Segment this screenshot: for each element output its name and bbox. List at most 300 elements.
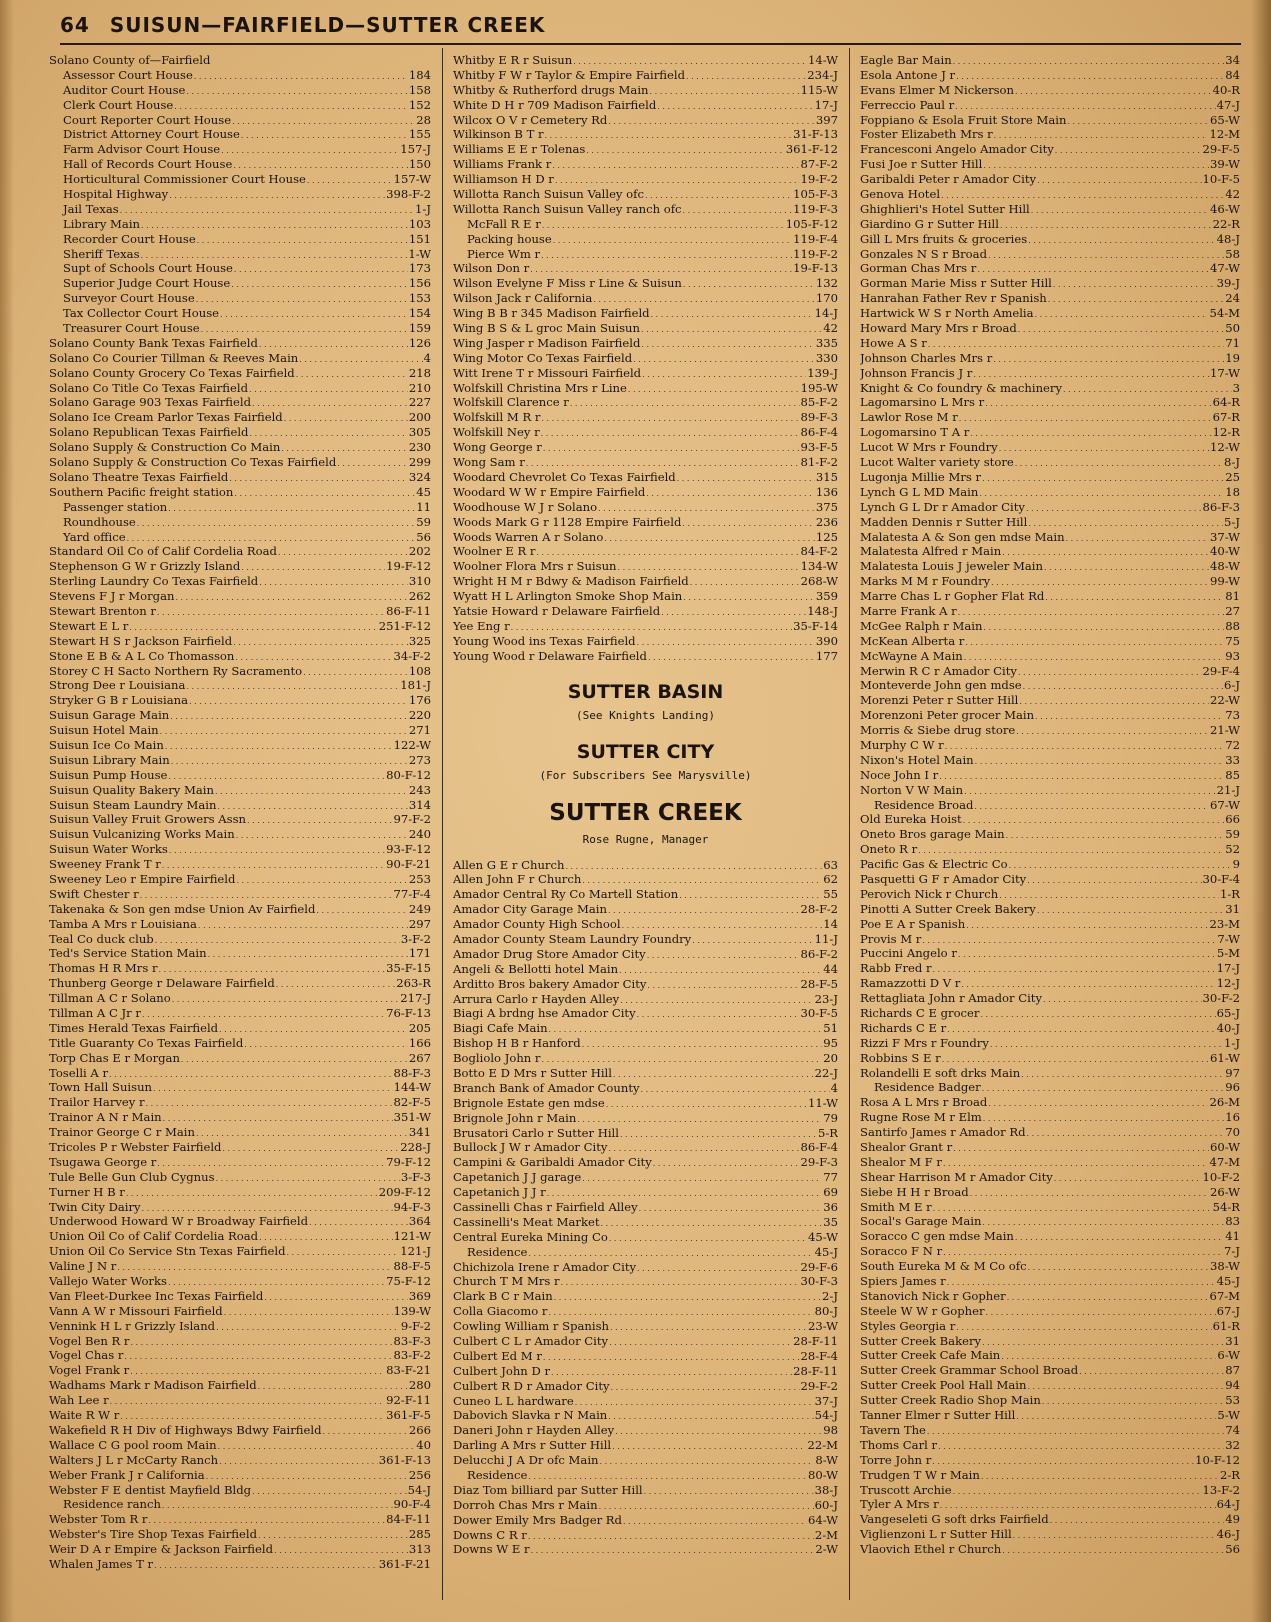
listing-row [453, 887, 838, 902]
leader-dots [543, 1349, 800, 1364]
listing-name: Suisun Quality Bakery Main [49, 782, 214, 797]
listing-name: Tsugawa George r [49, 1154, 157, 1169]
phone-number: 154 [408, 306, 431, 321]
listing-name: Thoms Carl r [860, 1437, 938, 1452]
listing-row [453, 544, 838, 559]
listing-name: Murphy C W r [860, 737, 944, 752]
leader-dots [690, 574, 800, 589]
phone-number: 122-W [393, 737, 431, 752]
listing-row [453, 500, 838, 515]
listing-name: Sutter Creek Radio Shop Main [860, 1393, 1041, 1408]
listing-name: Sutter Creek Grammar School Broad [860, 1363, 1079, 1378]
listing-name: Central Eureka Mining Co [453, 1229, 608, 1244]
phone-number: 59 [1225, 827, 1240, 842]
listing-name: Jail Texas [63, 201, 119, 216]
listing-row [860, 187, 1240, 202]
listing-name: Steele W W r Gopher [860, 1303, 985, 1318]
listing-row [49, 1051, 431, 1066]
listing-row [453, 321, 838, 336]
listing-name: Woods Mark G r 1128 Empire Fairfield [453, 514, 682, 529]
phone-number: 71 [1225, 335, 1240, 350]
listing-row [860, 1125, 1240, 1140]
listing-name: Woodhouse W J r Solano [453, 499, 598, 514]
phone-number: 19-F-13 [793, 261, 838, 276]
listing-row [860, 1363, 1240, 1378]
leader-dots [159, 961, 386, 976]
phone-number: 93-F-12 [386, 842, 431, 857]
listing-row [860, 753, 1240, 768]
listing-row [49, 68, 431, 83]
listing-name: Nixon's Hotel Main [860, 752, 974, 767]
phone-number: 3 [1232, 380, 1240, 395]
listing-name: Culbert John D r [453, 1363, 550, 1378]
phone-number: 76-F-13 [386, 1006, 431, 1020]
phone-number: 249 [408, 901, 431, 916]
listing-name: Marks M M r Foundry [860, 574, 991, 589]
phone-number: 19 [1225, 350, 1240, 365]
leader-dots [196, 1125, 408, 1140]
leader-dots [994, 127, 1209, 142]
leader-dots [259, 336, 408, 351]
phone-number: 20 [823, 1051, 838, 1066]
listing-row [453, 1408, 838, 1423]
listing-row [49, 98, 431, 113]
phone-number: 139-J [807, 365, 838, 380]
leader-dots [645, 187, 792, 202]
listing-row [453, 172, 838, 187]
phone-number: 17-W [1210, 365, 1240, 380]
phone-number: 16 [1225, 1110, 1240, 1125]
phone-number: 273 [408, 752, 431, 767]
phone-number: 1-W [408, 246, 431, 261]
phone-number: 2-R [1219, 1467, 1240, 1482]
phone-number: 59 [416, 514, 431, 529]
listing-row [49, 1200, 431, 1215]
column-divider [849, 48, 850, 1600]
listing-row [860, 872, 1240, 887]
listing-name: Rizzi F Mrs r Foundry [860, 1035, 989, 1050]
listing-row [453, 604, 838, 619]
listing-name: Giardino G r Sutter Hill [860, 216, 999, 231]
phone-number: 21-W [1210, 723, 1240, 738]
listing-row [453, 1379, 838, 1394]
listing-row [860, 544, 1240, 559]
listing-row [49, 276, 431, 291]
leader-dots [219, 1021, 408, 1036]
page-header [60, 9, 1241, 45]
listing-row [49, 946, 431, 961]
phone-number: 325 [408, 633, 431, 648]
phone-number: 398-F-2 [386, 187, 431, 202]
listing-row [860, 1051, 1240, 1066]
phone-number: 37-J [814, 1393, 838, 1408]
leader-dots [953, 1140, 1209, 1155]
listing-row [860, 440, 1240, 455]
leader-dots [615, 1423, 822, 1438]
phone-number: 28-F-11 [793, 1334, 838, 1349]
leader-dots [287, 1244, 400, 1259]
listing-name: Vann A W r Missouri Fairfield [49, 1303, 223, 1318]
listing-row [453, 858, 838, 873]
phone-number: 202 [408, 544, 431, 559]
listing-name: Wilson Jack r California [453, 291, 593, 306]
listing-name: Turner H B r [49, 1184, 125, 1199]
listing-name: Angeli & Bellotti hotel Main [453, 961, 619, 976]
listing-name: Culbert Ed M r [453, 1348, 542, 1363]
listing-name: Willotta Ranch Suisun Valley ofc [453, 187, 644, 202]
listing-name: Provis M r [860, 931, 922, 946]
listing-name: Swift Chester r [49, 886, 139, 901]
phone-number: 30-F-2 [1202, 991, 1240, 1006]
leader-dots [1055, 142, 1202, 157]
leader-dots [981, 1468, 1219, 1483]
phone-number: 5-M [1216, 946, 1240, 961]
listing-row [860, 1229, 1240, 1244]
phone-number: 310 [408, 574, 431, 589]
listing-row [453, 261, 838, 276]
phone-number: 253 [408, 871, 431, 886]
phone-number: 151 [408, 231, 431, 246]
phone-number: 6-W [1217, 1348, 1240, 1363]
listing-name: Solano Supply & Construction Co Texas Fairfield [49, 455, 337, 470]
listing-row [860, 217, 1240, 232]
leader-dots [217, 798, 407, 813]
listing-name: Union Oil Co of Calif Cordelia Road [49, 1229, 259, 1244]
listing-name: Poe E A r Spanish [860, 916, 966, 931]
phone-number: 54-J [407, 1482, 431, 1497]
phone-number: 86-F-11 [386, 603, 431, 618]
listing-row [860, 902, 1240, 917]
listing-name: Thomas H R Mrs r [49, 961, 158, 976]
listing-row [453, 1423, 838, 1438]
phone-number: 148-J [807, 603, 838, 618]
listing-row [860, 261, 1240, 276]
listing-name: Sweeney Frank T r [49, 857, 161, 872]
listing-name: Garibaldi Peter r Amador City [860, 172, 1037, 187]
phone-number: 92-F-11 [386, 1393, 431, 1408]
listing-name: McWayne A Main [860, 648, 963, 663]
listing-name: Esola Antone J r [860, 67, 956, 82]
leader-dots [970, 425, 1211, 440]
phone-number: 9 [1232, 857, 1240, 872]
phone-number: 54-M [1209, 306, 1240, 321]
leader-dots [610, 1319, 807, 1334]
listing-row [860, 827, 1240, 842]
listing-row [453, 1319, 838, 1334]
listing-name: Tamba A Mrs r Louisiana [49, 916, 197, 931]
phone-number: 64-J [1216, 1497, 1240, 1512]
phone-number: 144-W [393, 1080, 431, 1095]
leader-dots [573, 53, 807, 68]
listing-name: Merwin R C r Amador City [860, 663, 1017, 678]
leader-dots [141, 247, 408, 262]
phone-number: 1-J [1224, 1035, 1240, 1050]
phone-number: 94 [1225, 1378, 1240, 1393]
phone-number: 27 [1225, 603, 1240, 618]
listing-name: Woodard W W r Empire Fairfield [453, 484, 646, 499]
phone-number: 85 [1225, 767, 1240, 782]
listing-name: Branch Bank of Amador County [453, 1080, 640, 1095]
listing-name: Santirfo James r Amador Rd [860, 1125, 1026, 1140]
leader-dots [613, 1066, 814, 1081]
leader-dots [186, 83, 407, 98]
listing-row [860, 53, 1240, 68]
leader-dots [148, 1512, 385, 1527]
listing-name: Lynch G L Dr r Amador City [860, 499, 1025, 514]
listing-row [453, 1483, 838, 1498]
phone-number: 19-F-12 [386, 559, 431, 574]
leader-dots [296, 366, 408, 381]
phone-number: 64-W [808, 1512, 838, 1527]
leader-dots [249, 381, 408, 396]
leader-dots [599, 1498, 814, 1513]
listing-row [49, 202, 431, 217]
leader-dots [124, 1348, 392, 1363]
listing-row [860, 1185, 1240, 1200]
leader-dots [939, 768, 1224, 783]
listing-name: Williamson H D r [453, 172, 554, 187]
listing-name: Times Herald Texas Fairfield [49, 1020, 219, 1035]
leader-dots [541, 247, 792, 262]
phone-number: 95 [823, 1036, 838, 1051]
listing-name: Noce John I r [860, 767, 939, 782]
listing-row [453, 157, 838, 172]
leader-dots [528, 1245, 813, 1260]
listing-row [860, 619, 1240, 634]
leader-dots [222, 1140, 399, 1155]
listing-name: Knight & Co foundry & machinery [860, 380, 1063, 395]
phone-number: 66 [1225, 812, 1240, 827]
listing-name: Brusatori Carlo r Sutter Hill [453, 1125, 619, 1140]
phone-number: 119-F-4 [793, 231, 838, 246]
listing-name: Fusi Joe r Sutter Hill [860, 157, 983, 172]
listing-name: Cassinelli Chas r Fairfield Alley [453, 1200, 638, 1214]
listing-name: Vangeseleti G soft drks Fairfield [860, 1512, 1049, 1527]
section-manager: Rose Rugne, Manager [582, 832, 709, 846]
listing-row [453, 1542, 838, 1557]
leader-dots [220, 306, 408, 321]
listing-row [860, 202, 1240, 217]
phone-number: 35-F-14 [793, 618, 838, 633]
section-title-sutter-creek: SUTTER CREEK [549, 799, 742, 826]
listing-row [453, 872, 838, 887]
leader-dots [608, 1140, 799, 1155]
listing-row [860, 887, 1240, 902]
listing-row [860, 470, 1240, 485]
leader-dots [933, 1200, 1212, 1215]
listing-name: Whalen James T r [49, 1556, 154, 1571]
listing-name: Toselli A r [49, 1065, 109, 1080]
phone-number: 30-F-5 [800, 1006, 838, 1021]
leader-dots [973, 366, 1209, 381]
listing-name: Stanovich Nick r Gopher [860, 1288, 1006, 1303]
phone-number: 314 [408, 797, 431, 812]
leader-dots [170, 708, 408, 723]
leader-dots [647, 977, 799, 992]
leader-dots [975, 753, 1225, 768]
leader-dots [531, 1542, 815, 1557]
phone-number: 35 [823, 1214, 838, 1229]
listing-name: Surveyor Court House [63, 291, 195, 306]
listing-name: Rosa A L Mrs r Broad [860, 1095, 988, 1110]
listing-row [49, 678, 431, 693]
listing-name: Amador County High School [453, 917, 621, 932]
listing-row [49, 857, 431, 872]
listing-name: Willotta Ranch Suisun Valley ranch ofc [453, 201, 682, 216]
phone-number: 86-F-4 [800, 1140, 838, 1155]
listing-row [860, 1080, 1240, 1095]
phone-number: 195-W [800, 380, 838, 395]
listing-name: Bogliolo John r [453, 1051, 541, 1066]
listing-row [860, 1214, 1240, 1229]
listing-name: Sterling Laundry Co Texas Fairfield [49, 574, 259, 589]
phone-number: 227 [408, 395, 431, 410]
listing-row [49, 1542, 431, 1557]
phone-number: 86-F-3 [1202, 499, 1240, 514]
listing-name: Spiers James r [860, 1274, 946, 1289]
phone-number: 53 [1225, 1393, 1240, 1408]
listing-row [860, 157, 1240, 172]
phone-number: 3-F-3 [400, 1169, 431, 1184]
leader-dots [650, 83, 800, 98]
leader-dots [236, 827, 408, 842]
listing-name: Vennink H L r Grizzly Island [49, 1318, 216, 1333]
listing-row [860, 1423, 1240, 1438]
phone-number: 69 [823, 1185, 838, 1200]
listing-row [860, 857, 1240, 872]
listing-name: Stewart E L r [49, 618, 129, 633]
leader-dots [692, 932, 813, 947]
listing-name: Vogel Frank r [49, 1363, 130, 1378]
listing-name: Hanrahan Father Rev r Spanish [860, 291, 1047, 306]
leader-dots [1027, 1378, 1224, 1393]
listing-row [453, 440, 838, 455]
listing-row [860, 1378, 1240, 1393]
leader-dots [127, 530, 416, 545]
leader-dots [620, 992, 813, 1007]
phone-number: 28-F-5 [800, 976, 838, 991]
listing-row [453, 455, 838, 470]
phone-number: 82-F-5 [393, 1095, 431, 1110]
listing-row [49, 887, 431, 902]
listing-row [49, 976, 431, 991]
phone-number: 7-W [1217, 931, 1240, 946]
leader-dots [637, 1260, 799, 1275]
listing-row [860, 649, 1240, 664]
phone-number: 28-F-2 [800, 902, 838, 917]
listing-row [453, 351, 838, 366]
listing-name: Suisun Valley Fruit Growers Assn [49, 812, 247, 827]
leader-dots [611, 1379, 800, 1394]
listing-name: McGee Ralph r Main [860, 618, 983, 633]
listing-name: Residence [467, 1468, 528, 1483]
listing-row [49, 232, 431, 247]
listing-row [860, 1468, 1240, 1483]
leader-dots [683, 276, 815, 291]
listing-name: Pasquetti G F r Amador City [860, 871, 1027, 886]
listing-row [453, 1200, 838, 1215]
listing-name: Howe A S r [860, 335, 927, 350]
listing-row [49, 649, 431, 664]
leader-dots [555, 172, 800, 187]
leader-dots [197, 232, 408, 247]
listing-name: Residence Badger [874, 1080, 981, 1095]
leader-dots [511, 619, 792, 634]
leader-dots [1028, 1259, 1209, 1274]
listing-row [860, 1348, 1240, 1363]
listing-name: Downs W E r [453, 1542, 530, 1557]
phone-number: 44 [823, 961, 838, 976]
leader-dots [956, 1319, 1211, 1334]
listing-name: Solano County Grocery Co Texas Fairfield [49, 365, 295, 380]
leader-dots [120, 202, 414, 217]
listing-name: Wing B B r 345 Madison Fairfield [453, 306, 650, 321]
phone-number: 79 [823, 1110, 838, 1125]
listing-name: Church T M Mrs r [453, 1274, 560, 1289]
listing-name: Smith M E r [860, 1199, 932, 1214]
leader-dots [543, 440, 800, 455]
phone-number: 158 [408, 82, 431, 97]
leader-dots [1050, 1512, 1225, 1527]
listing-row [860, 455, 1240, 470]
leader-dots [963, 812, 1225, 827]
listing-name: Horticultural Commissioner Court House [63, 172, 306, 187]
leader-dots [1000, 217, 1212, 232]
leader-dots [986, 1304, 1216, 1319]
listing-row [453, 1081, 838, 1096]
listing-name: Gill L Mrs fruits & groceries [860, 231, 1028, 246]
phone-number: 88-F-3 [393, 1065, 431, 1080]
listing-name: Vallejo Water Works [49, 1274, 167, 1289]
listing-name: Truscott Archie [860, 1482, 952, 1497]
leader-dots [1028, 232, 1216, 247]
phone-number: 29-F-6 [800, 1259, 838, 1274]
phone-number: 85-F-2 [800, 395, 838, 410]
leader-dots [641, 321, 822, 336]
listing-name: Brignole John r Main [453, 1110, 577, 1125]
leader-dots [316, 902, 407, 917]
leader-dots [1044, 559, 1209, 574]
phone-number: 89-F-3 [800, 410, 838, 425]
phone-number: 84-F-11 [386, 1512, 431, 1527]
phone-number: 218 [408, 365, 431, 380]
listing-name: Walters J L r McCarty Ranch [49, 1452, 219, 1467]
listing-row [860, 83, 1240, 98]
leader-dots [169, 187, 385, 202]
listing-name: Solano Garage 903 Texas Fairfield [49, 395, 252, 410]
leader-dots [1027, 872, 1201, 887]
listing-row [49, 515, 431, 530]
listing-row [49, 530, 431, 545]
listing-row [49, 1080, 431, 1095]
listing-row [49, 500, 431, 515]
phone-number: 83-F-2 [393, 1348, 431, 1363]
listing-row [49, 217, 431, 232]
listing-row [860, 559, 1240, 574]
listing-name: Culbert R D r Amador City [453, 1378, 610, 1393]
listing-row [453, 98, 838, 113]
phone-number: 105-F-12 [785, 216, 838, 231]
phone-number: 84-F-2 [800, 544, 838, 559]
leader-dots [918, 842, 1224, 857]
leader-dots [941, 187, 1224, 202]
phone-number: 80-F-12 [386, 767, 431, 782]
listing-name: Ferreccio Paul r [860, 97, 955, 112]
listing-name: Amador County Steam Laundry Foundry [453, 931, 692, 946]
phone-number: 14 [823, 917, 838, 932]
listing-list [49, 53, 431, 1572]
phone-number: 30-F-3 [800, 1274, 838, 1289]
